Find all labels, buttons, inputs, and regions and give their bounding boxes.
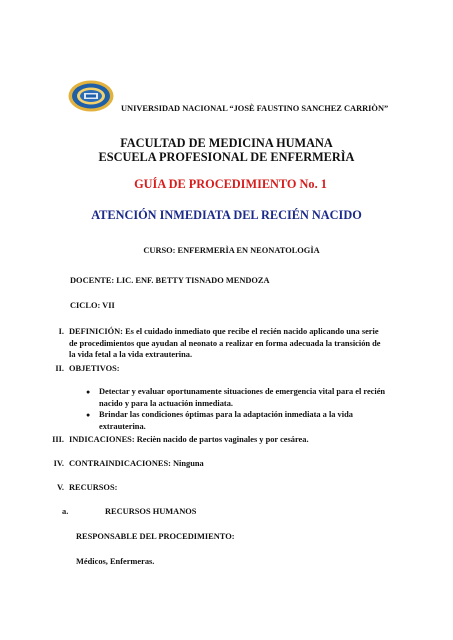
objective-line: nacido y para la actuación inmediata. bbox=[99, 398, 234, 408]
bullet-icon: ● bbox=[86, 411, 91, 419]
objectives-title: OBJETIVOS: bbox=[69, 364, 120, 373]
university-seal-logo bbox=[68, 80, 114, 112]
faculty-title: FACULTAD DE MEDICINA HUMANA bbox=[120, 136, 333, 150]
definition-line: de procedimientos que ayudan al neonato a realizar en forma adecuada la transición de bbox=[69, 338, 381, 348]
course-label: CURSO: ENFERMERÌA EN NEONATOLOGÌA bbox=[143, 246, 320, 255]
section-number: III. bbox=[52, 435, 64, 444]
objective-line: extrauterina. bbox=[99, 421, 146, 431]
section-number: V. bbox=[56, 483, 64, 492]
objective-line: Detectar y evaluar oportunamente situaciones de emergencia vital para el recién bbox=[99, 387, 386, 396]
bullet-icon: ● bbox=[86, 388, 91, 396]
guide-title: GUÍA DE PROCEDIMIENTO No. 1 bbox=[134, 177, 327, 191]
contraindications-text: CONTRAINDICACIONES: Ninguna bbox=[69, 459, 204, 468]
indications-text: INDICACIONES: Recièn nacido de partos vaginales y por cesárea. bbox=[69, 435, 309, 444]
topic-title: ATENCIÓN INMEDIATA DEL RECIÉN NACIDO bbox=[91, 208, 362, 222]
staff-text: Médicos, Enfermeras. bbox=[76, 557, 155, 566]
human-resources-title: RECURSOS HUMANOS bbox=[105, 507, 197, 516]
school-title: ESCUELA PROFESIONAL DE ENFERMERÌA bbox=[98, 150, 355, 164]
section-number: II. bbox=[55, 364, 64, 373]
section-number: IV. bbox=[53, 459, 64, 468]
definition-line: DEFINICIÓN: Es el cuidado inmediato que recibe el recién nacido aplicando una serie bbox=[69, 327, 379, 336]
objective-line: Brindar las condiciones óptimas para la adaptación inmediata a la vida bbox=[99, 410, 353, 419]
university-name: UNIVERSIDAD NACIONAL “JOSÈ FAUSTINO SANCHEZ CARRIÒN” bbox=[121, 104, 389, 113]
subsection-letter: a. bbox=[62, 507, 69, 516]
responsible-title: RESPONSABLE DEL PROCEDIMIENTO: bbox=[76, 532, 235, 541]
teacher-label: DOCENTE: LIC. ENF. BETTY TISNADO MENDOZA bbox=[70, 276, 270, 285]
resources-title: RECURSOS: bbox=[69, 483, 118, 492]
section-number: I. bbox=[58, 327, 64, 336]
definition-line: la vida fetal a la vida extrauterina. bbox=[69, 350, 193, 359]
cycle-label: CICLO: VII bbox=[70, 301, 115, 310]
